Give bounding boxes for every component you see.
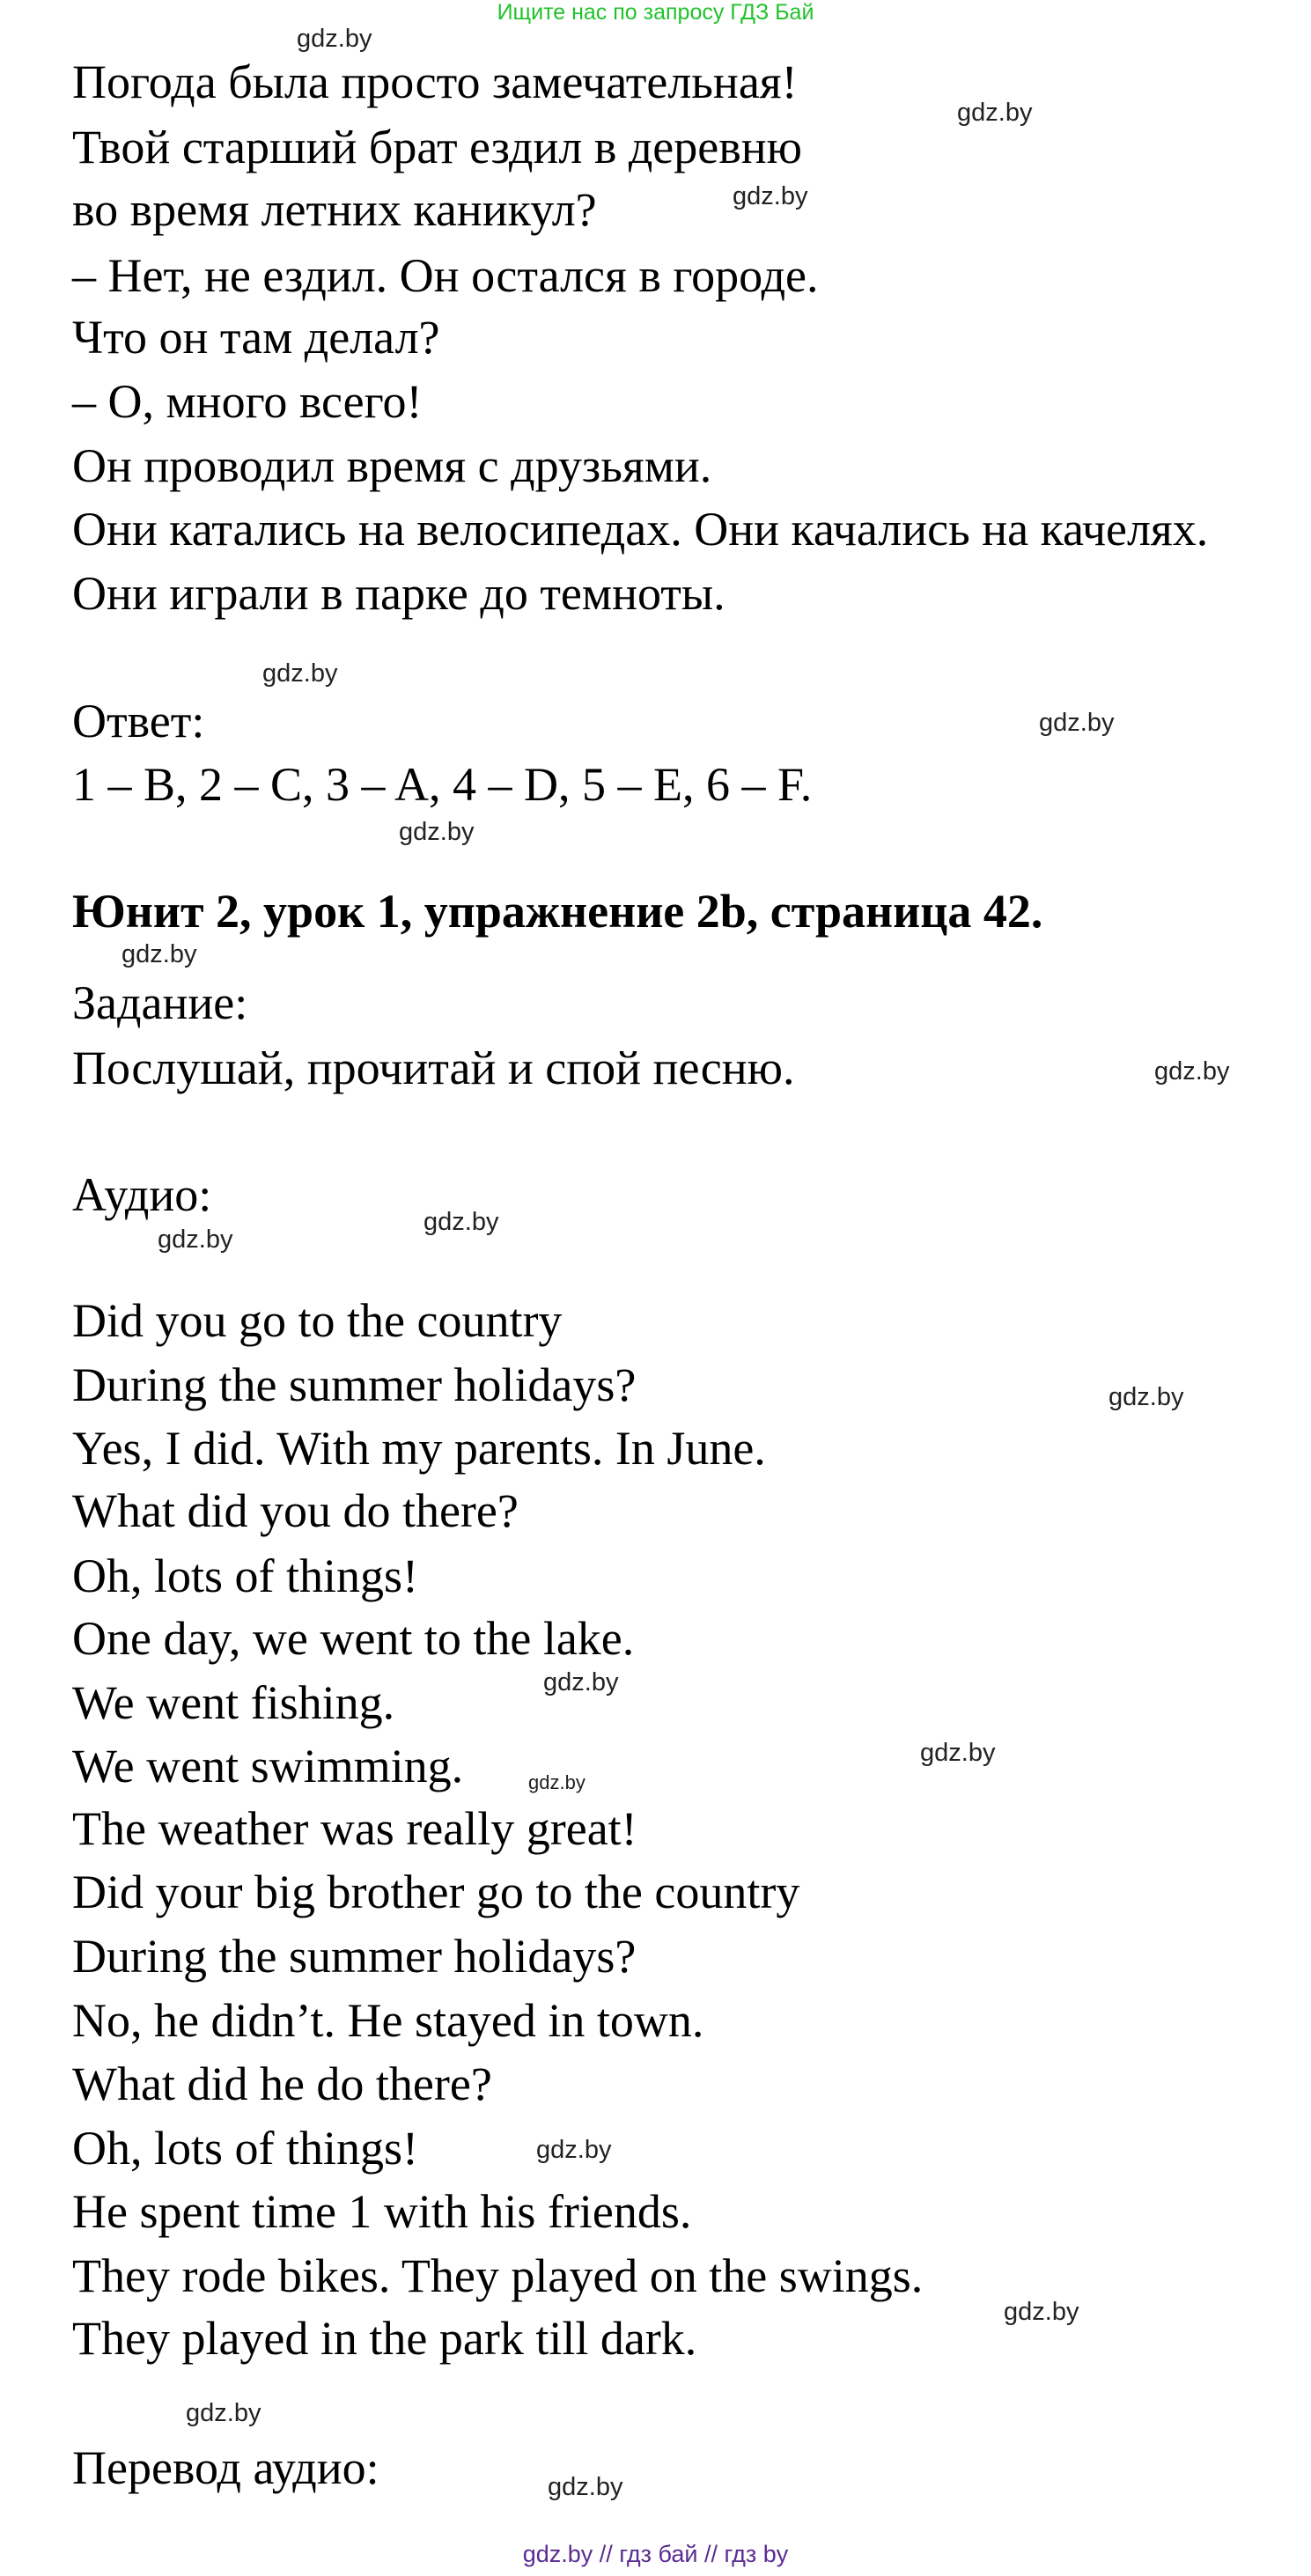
text-line: – О, много всего! bbox=[72, 375, 423, 428]
text-line: Послушай, прочитай и спой песню. bbox=[72, 1041, 795, 1094]
text-line: Oh, lots of things! bbox=[72, 1549, 419, 1602]
watermark: gdz.by bbox=[423, 1208, 499, 1236]
watermark: gdz.by bbox=[186, 2399, 261, 2427]
watermark: gdz.by bbox=[548, 2473, 623, 2501]
header-search-hint[interactable]: Ищите нас по запросу ГДЗ Бай bbox=[497, 0, 814, 25]
text-line: Твой старший брат ездил в деревню bbox=[72, 121, 802, 173]
text-line: We went swimming. bbox=[72, 1740, 464, 1792]
text-line: Он проводил время с друзьями. bbox=[72, 439, 712, 492]
text-line: One day, we went to the lake. bbox=[72, 1612, 635, 1665]
section-heading: Юнит 2, урок 1, упражнение 2b, страница 42. bbox=[72, 885, 1043, 938]
text-line: Погода была просто замечательная! bbox=[72, 55, 798, 108]
watermark: gdz.by bbox=[1004, 2298, 1079, 2326]
watermark: gdz.by bbox=[158, 1225, 233, 1254]
text-line: Задание: bbox=[72, 976, 248, 1029]
text-line: – Нет, не ездил. Он остался в городе. bbox=[72, 249, 819, 302]
text-line: They rode bikes. They played on the swings. bbox=[72, 2249, 924, 2302]
watermark: gdz.by bbox=[399, 818, 475, 846]
text-line: During the summer holidays? bbox=[72, 1358, 637, 1411]
watermark: gdz.by bbox=[297, 25, 372, 53]
watermark: gdz.by bbox=[543, 1668, 619, 1696]
text-line: Did your big brother go to the country bbox=[72, 1866, 800, 1918]
watermark: gdz.by bbox=[1039, 709, 1115, 737]
text-line: 1 – B, 2 – C, 3 – A, 4 – D, 5 – E, 6 – F. bbox=[72, 758, 813, 811]
footer-links[interactable]: gdz.by // гдз бай // гдз by bbox=[522, 2541, 789, 2567]
text-line: He spent time 1 with his friends. bbox=[72, 2185, 692, 2238]
text-line: What did he do there? bbox=[72, 2057, 492, 2110]
text-line: No, he didn’t. He stayed in town. bbox=[72, 1994, 704, 2047]
watermark: gdz.by bbox=[528, 1771, 586, 1793]
text-line: Перевод аудио: bbox=[72, 2441, 379, 2494]
text-line: Что он там делал? bbox=[72, 311, 440, 364]
text-line: What did you do there? bbox=[72, 1484, 519, 1537]
text-line: Аудио: bbox=[72, 1168, 212, 1221]
text-line: Ответ: bbox=[72, 695, 205, 747]
watermark: gdz.by bbox=[920, 1739, 996, 1767]
text-line: Oh, lots of things! bbox=[72, 2122, 419, 2175]
watermark: gdz.by bbox=[536, 2136, 612, 2164]
watermark: gdz.by bbox=[262, 659, 338, 688]
watermark: gdz.by bbox=[122, 940, 197, 968]
text-line: During the summer holidays? bbox=[72, 1930, 637, 1983]
text-line: We went fishing. bbox=[72, 1676, 395, 1729]
watermark: gdz.by bbox=[957, 99, 1033, 127]
text-line: во время летних каникул? bbox=[72, 183, 597, 236]
text-line: The weather was really great! bbox=[72, 1802, 637, 1855]
text-line: They played in the park till dark. bbox=[72, 2312, 697, 2365]
watermark: gdz.by bbox=[1108, 1383, 1184, 1411]
text-line: Они играли в парке до темноты. bbox=[72, 567, 725, 620]
text-line: Они катались на велосипедах. Они качались на качелях. bbox=[72, 503, 1209, 556]
watermark: gdz.by bbox=[733, 182, 808, 210]
watermark: gdz.by bbox=[1154, 1057, 1230, 1086]
text-line: Did you go to the country bbox=[72, 1294, 563, 1347]
text-line: Yes, I did. With my parents. In June. bbox=[72, 1422, 766, 1475]
